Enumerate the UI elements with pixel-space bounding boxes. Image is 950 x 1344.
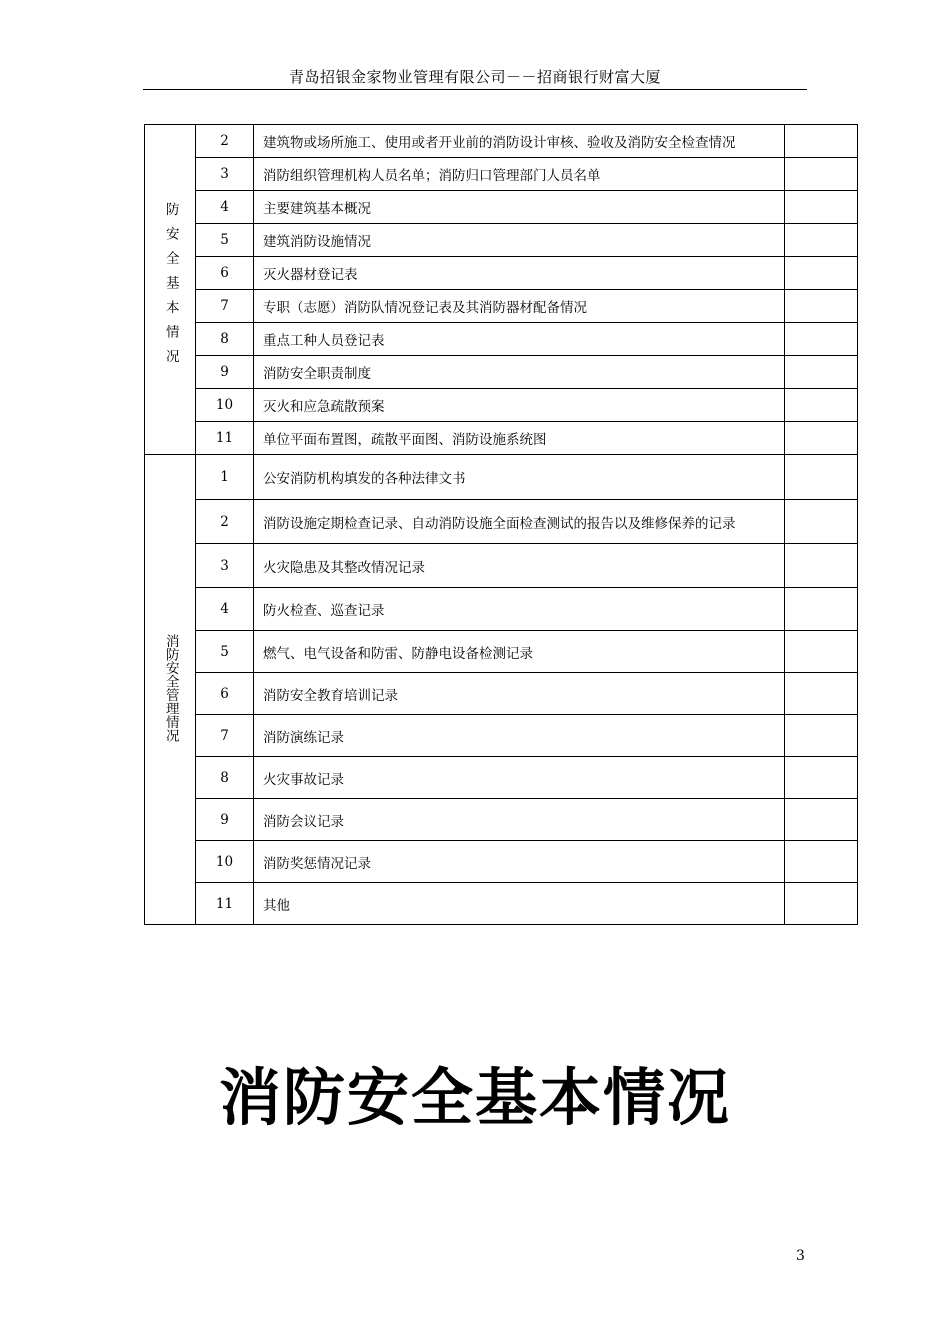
- table-row: [145, 588, 858, 631]
- row-note: [785, 389, 858, 422]
- row-item: 消防设施定期检查记录、自动消防设施全面检查测试的报告以及维修保养的记录: [254, 500, 785, 544]
- row-note: [785, 631, 858, 673]
- row-item: 火灾隐患及其整改情况记录: [254, 544, 785, 588]
- row-number: 5: [196, 631, 254, 673]
- row-number: 10: [196, 389, 254, 422]
- row-note: [785, 125, 858, 158]
- row-note: [785, 257, 858, 290]
- table-row: [145, 125, 858, 158]
- table-row: [145, 290, 858, 323]
- row-note: [785, 356, 858, 389]
- row-number: 2: [196, 500, 254, 544]
- row-item: 消防会议记录: [254, 799, 785, 841]
- table-row: [145, 455, 858, 500]
- row-note: [785, 588, 858, 631]
- row-item: 消防安全教育培训记录: [254, 673, 785, 715]
- row-item: 灭火器材登记表: [254, 257, 785, 290]
- row-note: [785, 422, 858, 455]
- table-row: [145, 883, 858, 925]
- table-row: [145, 799, 858, 841]
- table-row: [145, 673, 858, 715]
- row-item: 灭火和应急疏散预案: [254, 389, 785, 422]
- row-item: 火灾事故记录: [254, 757, 785, 799]
- header-rule: [143, 89, 807, 90]
- row-item: 消防奖惩情况记录: [254, 841, 785, 883]
- row-note: [785, 158, 858, 191]
- row-number: 11: [196, 883, 254, 925]
- table-row: [145, 356, 858, 389]
- row-number: 4: [196, 191, 254, 224]
- row-note: [785, 544, 858, 588]
- row-note: [785, 673, 858, 715]
- row-item: 燃气、电气设备和防雷、防静电设备检测记录: [254, 631, 785, 673]
- row-number: 9: [196, 356, 254, 389]
- row-item: 单位平面布置图，疏散平面图、消防设施系统图: [254, 422, 785, 455]
- row-number: 7: [196, 290, 254, 323]
- row-note: [785, 290, 858, 323]
- table-row: [145, 224, 858, 257]
- page-header: 青岛招银金家物业管理有限公司－－招商银行财富大厦: [288, 68, 661, 86]
- row-note: [785, 757, 858, 799]
- row-number: 6: [196, 673, 254, 715]
- category-label: 消防安全管理情况: [162, 633, 179, 742]
- row-item: 防火检查、巡查记录: [254, 588, 785, 631]
- row-item: 重点工种人员登记表: [254, 323, 785, 356]
- section-title: 消防安全基本情况: [218, 1061, 731, 1134]
- table-row: [145, 323, 858, 356]
- table-row: [145, 841, 858, 883]
- row-number: 8: [196, 323, 254, 356]
- row-note: [785, 883, 858, 925]
- row-note: [785, 799, 858, 841]
- row-note: [785, 323, 858, 356]
- row-note: [785, 500, 858, 544]
- row-number: 6: [196, 257, 254, 290]
- table-row: [145, 500, 858, 544]
- row-note: [785, 191, 858, 224]
- row-number: 1: [196, 455, 254, 500]
- row-number: 11: [196, 422, 254, 455]
- row-item: 建筑物或场所施工、使用或者开业前的消防设计审核、验收及消防安全检查情况: [254, 125, 785, 158]
- row-number: 2: [196, 125, 254, 158]
- table-row: [145, 715, 858, 757]
- row-number: 4: [196, 588, 254, 631]
- row-number: 7: [196, 715, 254, 757]
- row-item: 公安消防机构填发的各种法律文书: [254, 455, 785, 500]
- row-item: 主要建筑基本概况: [254, 191, 785, 224]
- category-label: 防安全基本情况: [162, 201, 179, 374]
- row-item: 消防安全职责制度: [254, 356, 785, 389]
- page-number: 3: [796, 1248, 805, 1264]
- row-item: 专职（志愿）消防队情况登记表及其消防器材配备情况: [254, 290, 785, 323]
- row-number: 10: [196, 841, 254, 883]
- table-row: [145, 191, 858, 224]
- table-row: [145, 389, 858, 422]
- row-number: 8: [196, 757, 254, 799]
- row-note: [785, 715, 858, 757]
- row-item: 建筑消防设施情况: [254, 224, 785, 257]
- row-number: 5: [196, 224, 254, 257]
- row-item: 其他: [254, 883, 785, 925]
- row-item: 消防组织管理机构人员名单；消防归口管理部门人员名单: [254, 158, 785, 191]
- row-note: [785, 224, 858, 257]
- table-row: [145, 757, 858, 799]
- row-number: 9: [196, 799, 254, 841]
- row-item: 消防演练记录: [254, 715, 785, 757]
- row-number: 3: [196, 544, 254, 588]
- table-row: [145, 422, 858, 455]
- category-cell: [145, 125, 196, 455]
- row-number: 3: [196, 158, 254, 191]
- table-row: [145, 257, 858, 290]
- table-row: [145, 544, 858, 588]
- row-note: [785, 841, 858, 883]
- table-row: [145, 158, 858, 191]
- row-note: [785, 455, 858, 500]
- document-checklist-table: [144, 124, 858, 925]
- table-row: [145, 631, 858, 673]
- category-cell: [145, 455, 196, 925]
